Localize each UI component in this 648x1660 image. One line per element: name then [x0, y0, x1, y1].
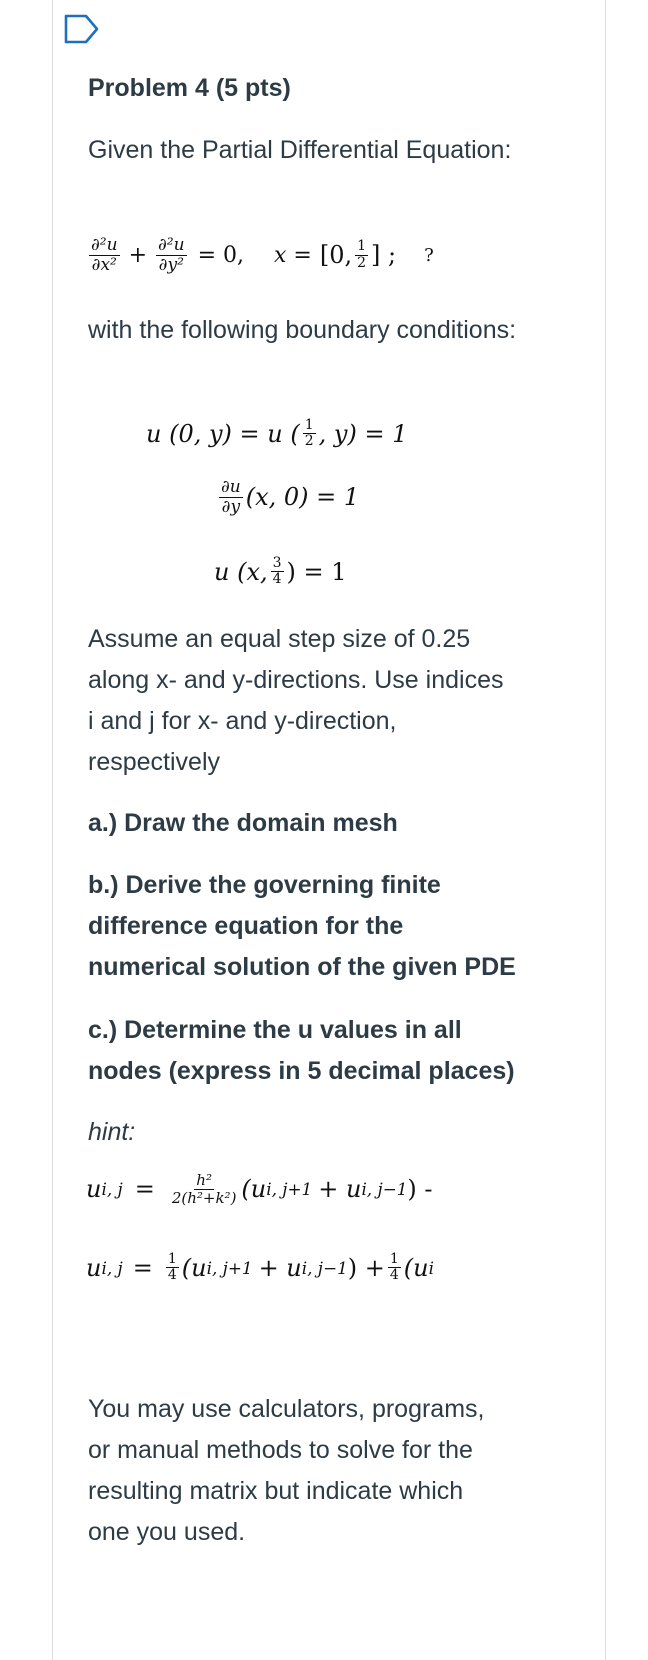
pde-equation: $\frac{\text{∂²u}}{\text{∂x²}}$ + $\frac{\text{∂²u}}{\text{∂y²}}$ = 0, x = [0, $\frac{1}{2}$ ] ; ?	[91, 235, 434, 275]
boundary-condition-1: u (0, y) = u ( $\frac{1}{2}$ , y) = 1	[146, 417, 408, 450]
hint-label: hint:	[88, 1118, 136, 1146]
assume-line-1: Assume an equal step size of 0.25	[88, 625, 471, 653]
bookmark-flag-icon[interactable]	[64, 14, 100, 44]
part-a: a.) Draw the domain mesh	[88, 809, 398, 837]
hint-equation-2: u i, j = $\frac{1}{4}$ (u i, j+1 + u i, j−1 ) + $\frac{1}{4}$ (u i	[86, 1251, 434, 1284]
half-fraction: $\frac{1}{2}$	[357, 238, 367, 271]
part-b-line-3: numerical solution of the given PDE	[88, 953, 516, 981]
closing-line-1: You may use calculators, programs,	[88, 1395, 485, 1423]
problem-title: Problem 4 (5 pts)	[88, 74, 291, 102]
assume-line-2: along x- and y-directions. Use indices	[88, 666, 504, 694]
part-b-line-1: b.) Derive the governing finite	[88, 871, 441, 899]
part-b-line-2: difference equation for the	[88, 912, 404, 940]
intro-text: Given the Partial Differential Equation:	[88, 136, 512, 164]
assume-line-3: i and j for x- and y-direction,	[88, 707, 397, 735]
boundary-condition-2: $\frac{\partial u}{\partial y}$ (x, 0) = 1	[221, 477, 360, 517]
d2u-dy2-fraction: $\frac{\text{∂²u}}{\text{∂y²}}$	[158, 235, 185, 275]
closing-line-4: one you used.	[88, 1518, 246, 1546]
hint-equation-1: u i, j = $\frac{\text{h²}}{\text{2(h²+k²)}}$ (u i, j+1 + u i, j−1 ) -	[86, 1171, 433, 1207]
boundary-condition-3: u (x, $\frac{3}{4}$ ) = 1	[214, 555, 347, 588]
part-c-line-2: nodes (express in 5 decimal places)	[88, 1057, 515, 1085]
assume-line-4: respectively	[88, 748, 220, 776]
closing-line-2: or manual methods to solve for the	[88, 1436, 473, 1464]
d2u-dx2-fraction: $\frac{\text{∂²u}}{\text{∂x²}}$	[91, 235, 118, 275]
boundary-intro: with the following boundary conditions:	[88, 316, 517, 344]
closing-line-3: resulting matrix but indicate which	[88, 1477, 464, 1505]
part-c-line-1: c.) Determine the u values in all	[88, 1016, 462, 1044]
